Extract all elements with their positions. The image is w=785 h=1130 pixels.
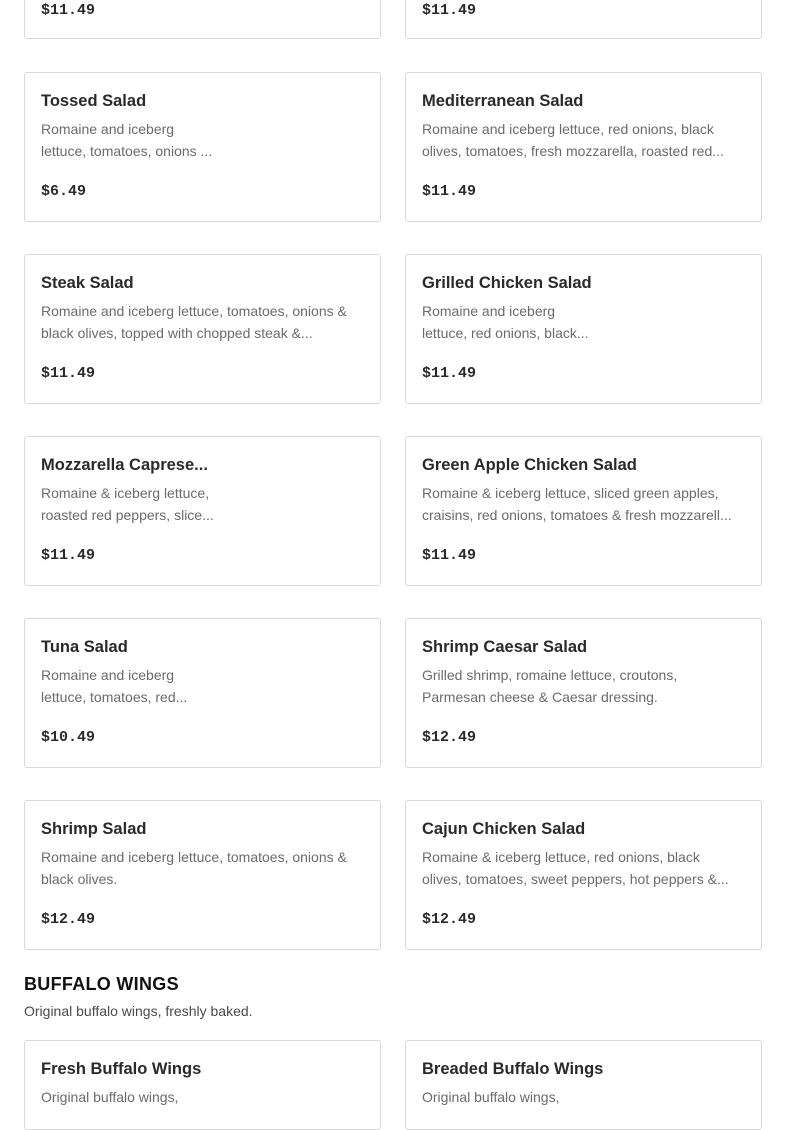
item-name: Green Apple Chicken Salad — [422, 456, 637, 474]
section-title: BUFFALO WINGS — [24, 974, 179, 994]
menu-item-card[interactable] — [405, 0, 762, 39]
menu-item-card[interactable] — [24, 1040, 381, 1130]
item-price: $11.49 — [422, 2, 477, 19]
item-description: Original buffalo wings, — [422, 1089, 560, 1105]
item-description: Grilled shrimp, romaine lettuce, croutons, Parmesan cheese & Caesar dressing. — [422, 667, 678, 705]
menu-item-card[interactable] — [24, 436, 381, 586]
item-price: $12.49 — [41, 911, 96, 928]
item-description: Romaine and iceberg lettuce, tomatoes, onions ... — [41, 121, 213, 159]
menu-item-card[interactable] — [405, 436, 762, 586]
item-description: Romaine and iceberg lettuce, tomatoes, onions & black olives. — [41, 849, 347, 887]
item-description: Original buffalo wings, — [41, 1089, 179, 1105]
item-price: $10.49 — [41, 729, 96, 746]
menu-item-card[interactable] — [24, 618, 381, 768]
item-description: Romaine and iceberg lettuce, red onions, black... — [422, 303, 589, 341]
item-description: Romaine and iceberg lettuce, tomatoes, red... — [41, 667, 188, 705]
item-name: Tossed Salad — [41, 92, 147, 110]
menu-item-card[interactable] — [405, 800, 762, 950]
menu-item-card[interactable] — [405, 618, 762, 768]
menu-item-card[interactable] — [24, 254, 381, 404]
item-price: $11.49 — [422, 183, 477, 200]
item-description: Romaine and iceberg lettuce, tomatoes, onions & black olives, topped with chopped steak &... — [41, 303, 347, 341]
item-description: Romaine & iceberg lettuce, sliced green apples, craisins, red onions, tomatoes & fresh mozzarell... — [422, 485, 732, 523]
menu-item-card[interactable] — [405, 254, 762, 404]
item-name: Breaded Buffalo Wings — [422, 1060, 604, 1078]
item-name: Tuna Salad — [41, 638, 128, 656]
item-price: $11.49 — [422, 547, 477, 564]
item-price: $11.49 — [41, 2, 96, 19]
item-name: Mediterranean Salad — [422, 92, 584, 110]
menu-item-card[interactable] — [24, 0, 381, 39]
section-description: Original buffalo wings, freshly baked. — [24, 1003, 253, 1019]
item-price: $6.49 — [41, 183, 87, 200]
item-description: Romaine & iceberg lettuce, red onions, black olives, tomatoes, sweet peppers, hot peppers &... — [422, 849, 729, 887]
menu-item-card[interactable] — [405, 72, 762, 222]
item-name: Shrimp Caesar Salad — [422, 638, 588, 656]
menu-item-card[interactable] — [405, 1040, 762, 1130]
item-name: Shrimp Salad — [41, 820, 147, 838]
item-price: $12.49 — [422, 911, 477, 928]
item-description: Romaine and iceberg lettuce, red onions, black olives, tomatoes, fresh mozzarella, roasted red... — [422, 121, 724, 159]
menu-item-card[interactable] — [24, 72, 381, 222]
item-price: $11.49 — [422, 365, 477, 382]
item-price: $11.49 — [41, 365, 96, 382]
item-name: Steak Salad — [41, 274, 134, 292]
item-name: Fresh Buffalo Wings — [41, 1060, 202, 1078]
item-description: Romaine & iceberg lettuce, roasted red peppers, slice... — [41, 485, 214, 523]
item-name: Grilled Chicken Salad — [422, 274, 592, 292]
item-price: $11.49 — [41, 547, 96, 564]
item-name: Mozzarella Caprese... — [41, 456, 208, 474]
item-price: $12.49 — [422, 729, 477, 746]
menu-item-card[interactable] — [24, 800, 381, 950]
item-name: Cajun Chicken Salad — [422, 820, 586, 838]
